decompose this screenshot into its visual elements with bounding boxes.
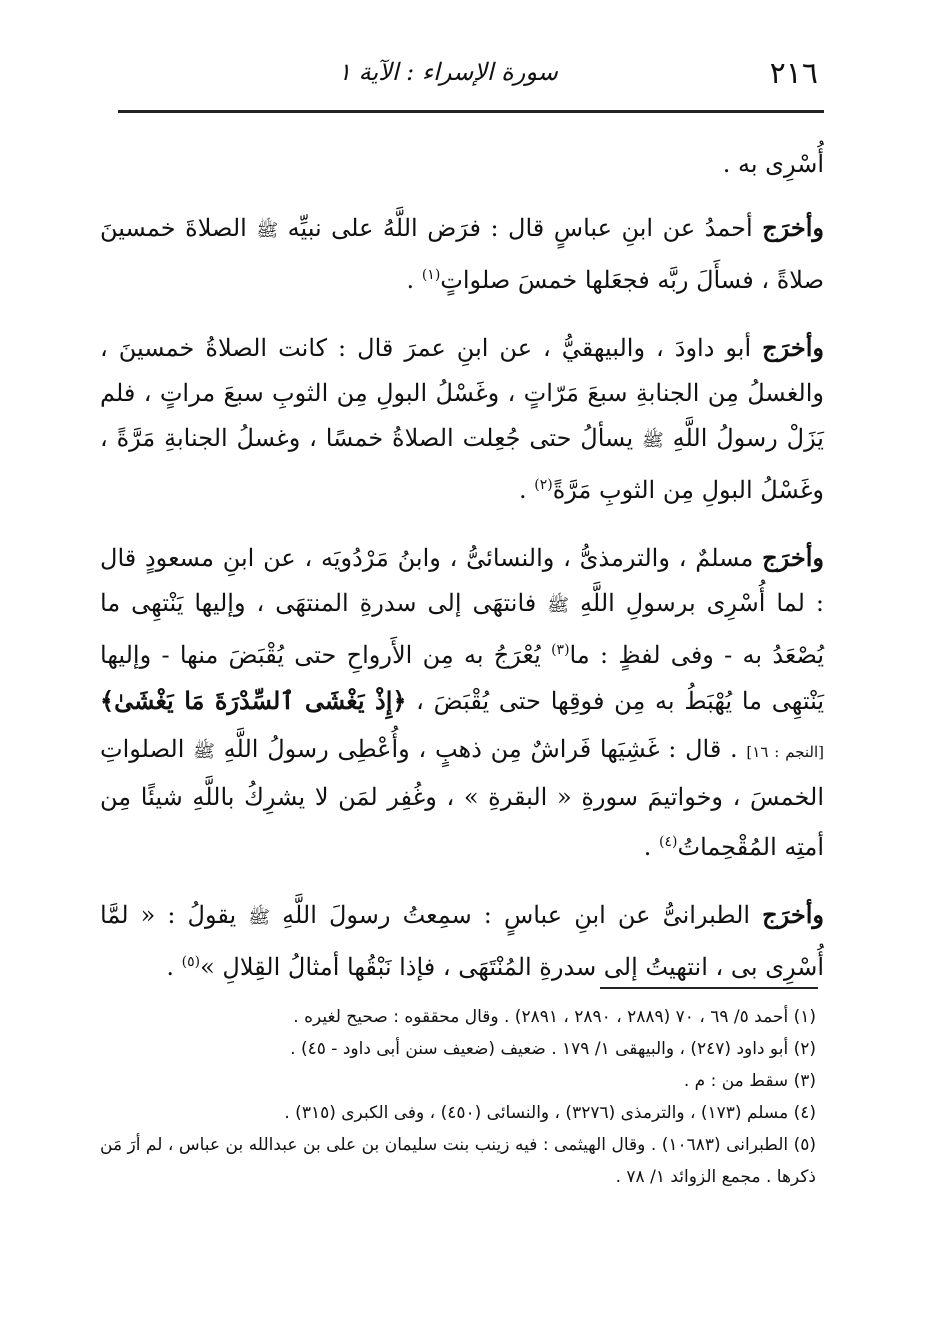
footnote-marker[interactable]: (٢): [534, 477, 553, 493]
paragraph: [100, 535, 824, 870]
page-number: ٢١٦: [769, 56, 818, 91]
honorific-glyph: ﷺ: [248, 907, 270, 928]
footnote-marker[interactable]: (٤): [659, 834, 678, 850]
lead-word: وأخرَج: [762, 213, 825, 242]
paragraph: [100, 325, 824, 513]
footnote-rule: [600, 987, 818, 989]
paragraph-text: أبو داودَ ، والبيهقيُّ ، عن ابنِ عمرَ قال : كانت الصلاةُ خمسينَ ، والغسلُ مِن الجنابةِ سبعَ مَرّاتٍ ، وغَسْلُ البولِ مِن الثوبِ سبعَ مراتٍ ، فلم يَزَلْ رسولُ اللَّهِ: [100, 334, 824, 452]
paragraph-text: . قال : غَشِيَها فَراشٌ مِن ذهبٍ ، وأُعْطِى رسولُ اللَّهِ: [214, 735, 747, 763]
running-title: سورة الإسراء : الآية ١: [338, 58, 558, 86]
paragraph-text: .: [643, 833, 659, 861]
quran-verse: ﴿إِذْ يَغْشَى ٱلسِّدْرَةَ مَا يَغْشَىٰ﴾: [100, 686, 407, 715]
paragraph-text: أحمدُ عن ابنِ عباسٍ قال : فرَض اللَّهُ على نبيِّه: [278, 214, 763, 242]
footnote-marker[interactable]: (٥): [181, 954, 201, 970]
footnote: (١) أحمد ٥/ ٦٩ ، ٧٠ (٢٨٨٩ ، ٢٨٩٠ ، ٢٨٩١) . وقال محققوه : صحيح لغيره .: [293, 1007, 816, 1027]
footnote: (٤) مسلم (١٧٣) ، والترمذى (٣٢٧٦) ، والنسائى (٤٥٠) ، وفى الكبرى (٣١٥) .: [284, 1103, 816, 1123]
lead-word: وأخرَج: [762, 900, 824, 929]
paragraph: [100, 205, 824, 303]
paragraph-text: فانتهَى إلى سدرةِ المنتهَى ، وإليها يَنْتهِى ما يُصْعَدُ به - وفى لفظٍ : ما: [100, 589, 824, 669]
paragraph-text: .: [518, 476, 535, 504]
paragraph-text: يسألُ حتى جُعِلت الصلاةُ خمسًا ، وغسلُ الجنابةِ مَرَّةً ، وغَسْلُ البولِ مِن الثوبِ مَرَّةً: [100, 424, 824, 504]
paragraph-text: يُعْرَجُ به مِن الأَرواحِ حتى يُقْبَضَ منها - وإليها يَنْتهِى ما يُهْبَطُ به مِن فوقِها حتى يُقْبَضَ ،: [100, 641, 824, 715]
paragraph-text: الطبرانىُّ عن ابنِ عباسٍ : سمِعتُ رسولَ اللَّهِ: [270, 901, 763, 929]
honorific-glyph: ﷺ: [547, 595, 570, 616]
footnotes: [100, 1001, 816, 1193]
paragraph-text: .: [406, 266, 422, 294]
paragraph-text: .: [166, 953, 182, 981]
paragraph: [100, 142, 824, 187]
footnote-marker[interactable]: (٣): [551, 642, 570, 658]
lead-word: وأخرَج: [762, 543, 824, 572]
main-text: [100, 142, 824, 1012]
verse-reference: [النجم : ١٦]: [746, 743, 825, 761]
footnote: (٥) الطبرانى (١٠٦٨٣) . وقال الهيثمى : فيه زينب بنت سليمان بن على بن عبدالله بن عباس ، لم أرَ مَن ذكرها . مجمع الزوائد ١/ ٧٨ .: [100, 1135, 816, 1187]
paragraph-text: أُسْرِى به .: [722, 150, 824, 178]
footnote: (٢) أبو داود (٢٤٧) ، والبيهقى ١/ ١٧٩ . ضعيف (ضعيف سنن أبى داود - ٤٥) .: [290, 1039, 816, 1059]
paragraph-text: الصلواتِ الخمسَ ، وخواتيمَ سورةِ « البقرةِ » ، وغُفِر لمَن لا يشرِكُ باللَّهِ شيئًا مِن أمتِه المُقْحِماتُ: [100, 735, 824, 861]
honorific-glyph: ﷺ: [256, 220, 279, 241]
paragraph-text: الصلاةَ خمسينَ صلاةً ، فسأَلَ ربَّه فجعَلها خمسَ صلواتٍ: [100, 214, 824, 294]
footnote: (٣) سقط من : م .: [683, 1071, 816, 1091]
lead-word: وأخرَج: [762, 333, 824, 362]
footnote-marker[interactable]: (١): [421, 267, 441, 283]
paragraph: [100, 892, 824, 990]
honorific-glyph: ﷺ: [641, 430, 664, 451]
header-rule: [118, 110, 824, 113]
paragraph-text: مسلمٌ ، والترمذىُّ ، والنسائىُّ ، وابنُ مَرْدُويَه ، عن ابنِ مسعودٍ قال : لما أُسْرِى برسولِ اللَّهِ: [100, 544, 824, 617]
honorific-glyph: ﷺ: [193, 741, 215, 762]
page-header: [118, 50, 818, 94]
paragraph-text: يقولُ : « لمَّا أُسْرِى بى ، انتهيتُ إلى سدرةِ المُنْتَهَى ، فإذا نَبْقُها أمثالُ القِلالِ »: [100, 901, 824, 981]
